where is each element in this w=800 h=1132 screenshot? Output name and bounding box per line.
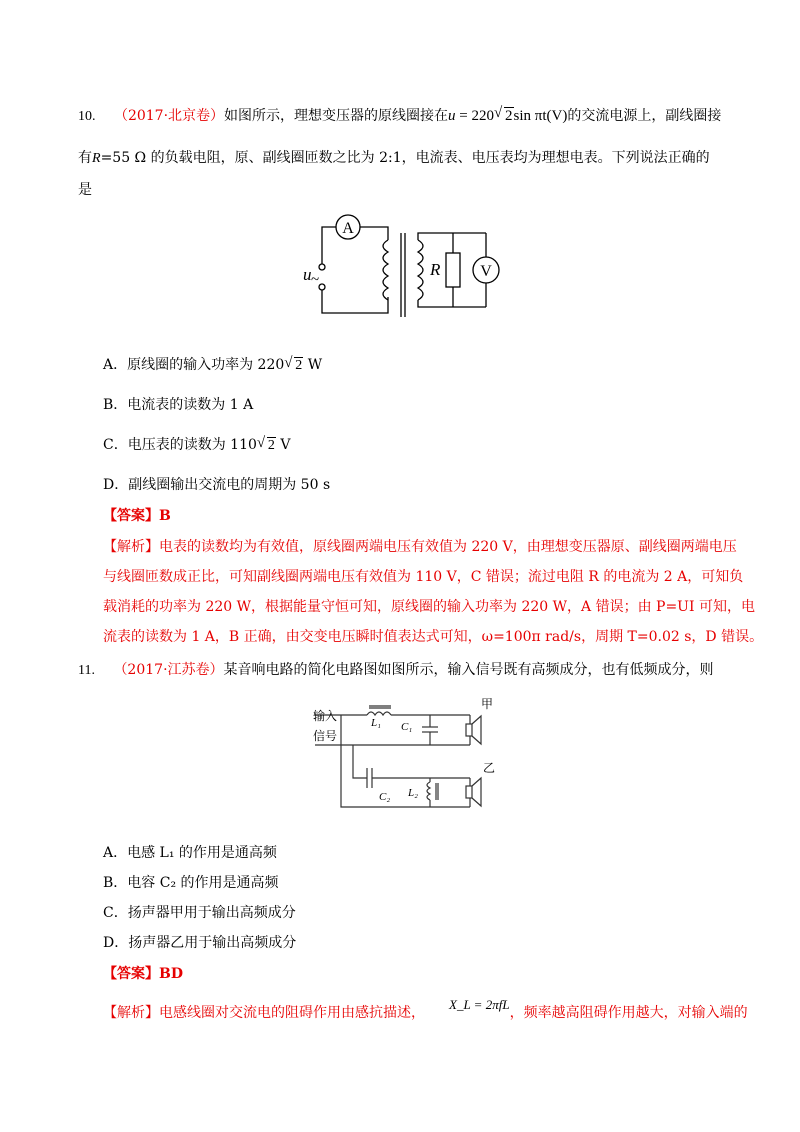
option-b[interactable]: B．电容 C₂ 的作用是通高频	[103, 875, 279, 891]
question-10-line-2: 有R=55 Ω 的负载电阻，原、副线圈匝数之比为 2:1，电流表、电压表均为理想电表。下列说法正确的	[78, 150, 710, 166]
option-d[interactable]: D．扬声器乙用于输出高频成分	[103, 935, 297, 951]
source-label: u	[303, 265, 312, 284]
speaker-jia-label: 甲	[481, 697, 494, 711]
ammeter-label: A	[342, 220, 354, 237]
capacitor-c2-label: C₂	[379, 791, 391, 803]
transformer-circuit-diagram	[300, 205, 510, 323]
option-c[interactable]: C．扬声器甲用于输出高频成分	[103, 905, 296, 921]
question-11-line-1	[78, 660, 714, 681]
resistor-label: R	[430, 260, 441, 279]
analysis-q10-line-2: 与线圈匝数成正比，可知副线圈两端电压有效值为 110 V，C 错误；流过电阻 R 的电流为 2 A，可知负	[103, 569, 744, 585]
option-d[interactable]: D．副线圈输出交流电的周期为 50 s	[103, 477, 331, 493]
question-number: 10.	[78, 109, 96, 124]
question-10-line-3: 是	[78, 182, 92, 198]
question-text: 的交流电源上，副线圈接	[567, 108, 722, 124]
answer-q11: 【答案】BD	[103, 966, 183, 982]
option-a[interactable]: A．原线圈的输入功率为 220 √ 2 W	[103, 355, 323, 373]
question-source: （2017·北京卷）	[113, 108, 225, 124]
input-signal-label-2: 信号	[313, 729, 338, 743]
voltmeter-label: V	[480, 263, 492, 280]
inductor-l2-label: L₂	[408, 787, 418, 799]
speaker-yi-label: 乙	[483, 761, 496, 775]
question-source: （2017·江苏卷）	[113, 662, 224, 678]
question-10-line-1	[78, 106, 721, 127]
question-text: 如图所示，理想变压器的原线圈接在	[224, 108, 449, 124]
analysis-q10-line-4: 流表的读数为 1 A，B 正确，由交变电压瞬时值表达式可知，ω=100π rad/s，周期 T=0.02 s，D 错误。	[103, 629, 764, 645]
formula-inductive-reactance: X_L = 2πfL	[449, 997, 510, 1012]
formula-voltage: u = 220 √ 2sin πt(V)	[448, 105, 568, 124]
option-b[interactable]: B．电流表的读数为 1 A	[103, 397, 254, 413]
option-c[interactable]: C．电压表的读数为 110 √ 2 V	[103, 435, 291, 453]
speaker-circuit-diagram	[305, 690, 505, 810]
inductor-l1-label: L₁	[371, 717, 381, 729]
analysis-q10-line-3: 载消耗的功率为 220 W，根据能量守恒可知，原线圈的输入功率为 220 W，A 错误；由 P=UI 可知，电	[103, 599, 755, 615]
answer-q10: 【答案】B	[103, 508, 171, 524]
capacitor-c1-label: C₁	[401, 721, 413, 733]
ac-tilde: ~	[311, 272, 320, 288]
input-signal-label-1: 输入	[313, 709, 338, 723]
option-a[interactable]: A．电感 L₁ 的作用是通高频	[103, 845, 277, 861]
question-text: 某音响电路的简化电路图如图所示，输入信号既有高频成分，也有低频成分，则	[223, 662, 714, 678]
analysis-q10-line-1: 【解析】电表的读数均为有效值，原线圈两端电压有效值为 220 V，由理想变压器原、副线圈两端电压	[103, 539, 737, 555]
question-number: 11.	[78, 663, 95, 678]
analysis-q11-line-1: 【解析】电感线圈对交流电的阻碍作用由感抗描述，X_L = 2πfL，频率越高阻碍作用越大，对输入端的	[103, 997, 748, 1021]
